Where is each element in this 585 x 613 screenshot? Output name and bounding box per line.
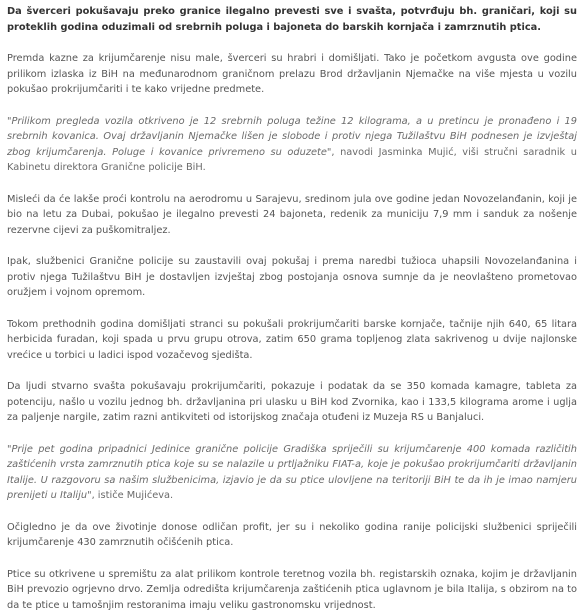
paragraph-5: Da ljudi stvarno svašta pokušavaju prokrijumčariti, pokazuje i podatak da se 350 komada kamagre, tableta za potenciju, našlo u vozilu jednog bh. državljanina pri ulasku u BiH kod Zvornika, kao i 133,5 kilograma arome i uglja za paljenje nargile, zatim razni antikviteti od istorijskog značaja otuđeni iz Muzeja RS u Banjaluci. [7, 379, 577, 426]
paragraph-2: Misleći da će lakše proći kontrolu na aerodromu u Sarajevu, sredinom jula ove godine jedan Novozelanđanin, koji je bio na letu za Dubai, pokušao je ilegalno prevesti 24 bajoneta, redenik za municiju 7,9 mm i sanduk za nošenje rezervne cijevi za puškomitraljez. [7, 192, 577, 239]
article-lead: Da šverceri pokušavaju preko granice ilegalno prevesti sve i svašta, potvrđuju bh. graničari, koji su proteklih godina oduzimali od srebrnih poluga i bajoneta do barskih kornjača i zamrznutih ptica. [7, 4, 577, 35]
quote-2-attribution: , ističe Mujićeva. [92, 490, 174, 501]
quote-2-text: "Prije pet godina pripadnici Jedinice granične policije Gradiška spriječili su krijumčarenje 400 komada različitih zaštićenih vrsta zamrznutih ptica koje su se nalazile u prtljažniku FIAT-a, koje je pokušao prokrijumčariti državljanin Italije. U razgovoru sa našim službenicima, izjavio je da su ptice ulovljene na teritoriji BiH te da ih je imao namjeru prenijeti u Italiju" [7, 444, 577, 502]
paragraph-4: Tokom prethodnih godina domišljati stranci su pokušali prokrijumčariti barske kornjače, tačnije njih 640, 65 litara herbicida furadan, koji spada u prvu grupu otrova, zatim 650 grama topljenog zlata sakrivenog u dvije najlonske vrećice u torbici u ladici ispod vozačevog sjedišta. [7, 317, 577, 364]
quote-paragraph-2 [7, 442, 577, 504]
paragraph-7: Ptice su otkrivene u spremištu za alat prilikom kontrole teretnog vozila bh. registarskih oznaka, kojim je državljanin BiH prevozio ogrjevno drvo. Zemlja odredišta krijumčarenja zaštićenih ptica uglavnom je bila Italija, s obzirom na to da te ptice u tamošnjim restoranima imaju veliku gastronomsku vrijednost. [7, 567, 577, 613]
paragraph-6: Očigledno je da ove životinje donose odličan profit, jer su i nekoliko godina ranije policijski službenici spriječili krijumčarenje 430 zamrznutih očišćenih ptica. [7, 520, 577, 551]
quote-paragraph-1 [7, 114, 577, 176]
quote-1-text: "Prilikom pregleda vozila otkriveno je 12 srebrnih poluga težine 12 kilograma, a u pretincu je pronađeno i 19 srebrnih kovanica. Ovaj državljanin Njemačke lišen je slobode i protiv njega Tužilaštvu BiH podnesen je izvještaj zbog krijumčarenja. Poluge i kovanice privremeno su oduzete" [7, 116, 577, 158]
quote-1-attribution: , navodi Jasminka Mujić, viši stručni saradnik u Kabinetu direktora Granične policije BiH. [7, 147, 577, 174]
paragraph-3: Ipak, službenici Granične policije su zaustavili ovaj pokušaj i prema naredbi tužioca uhapsili Novozelanđanina i protiv njega Tužilaštvu BiH je dostavljen izvještaj zbog postojanja osnova sumnje da je neovlašteno prometovao oružjem i vojnom opremom. [7, 254, 577, 301]
paragraph-1: Premda kazne za krijumčarenje nisu male, šverceri su hrabri i domišljati. Tako je početkom avgusta ove godine prilikom izlaska iz BiH na međunarodnom graničnom prelazu Brod državljanin Njemačke na više mjesta u vozilu pokušao prokrijumčariti i te kako vrijedne predmete. [7, 51, 577, 98]
